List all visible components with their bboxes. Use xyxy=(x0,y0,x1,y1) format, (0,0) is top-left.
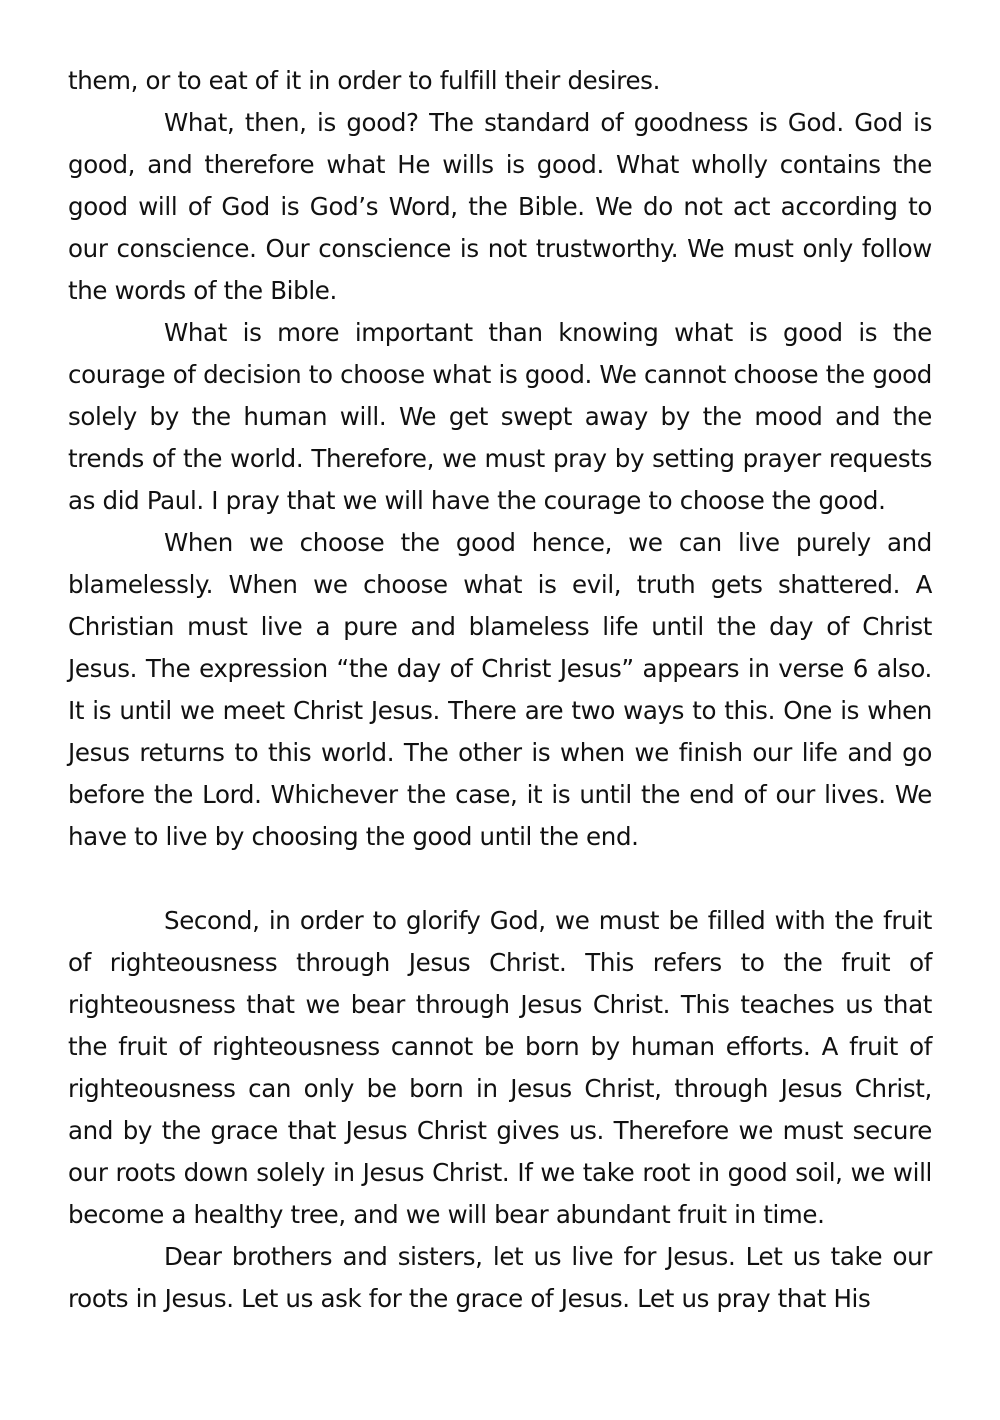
paragraph-courage-of-decision: What is more important than knowing what is good is the courage of decision to choose what is good. We cannot choose the good solely by the human will. We get swept away by the mood and the trends of the world. Therefore, we must pray by setting prayer requests as did Paul. I pray that we will have the courage to choose the good. xyxy=(68,318,932,515)
paragraph-pure-and-blameless: When we choose the good hence, we can live purely and blamelessly. When we choose what is evil, truth gets shattered. A Christian must live a pure and blameless life until the day of Christ Jesus. The expression “the day of Christ Jesus” appears in verse 6 also. It is until we meet Christ Jesus. There are two ways to this. One is when Jesus returns to this world. The other is when we finish our life and go before the Lord. Whichever the case, it is until the end of our lives. We have to live by choosing the good until the end. xyxy=(68,528,932,851)
paragraph-exhortation: Dear brothers and sisters, let us live for Jesus. Let us take our roots in Jesus. Let us ask for the grace of Jesus. Let us pray that His xyxy=(68,1242,932,1313)
paragraph-standard-of-goodness: What, then, is good? The standard of goodness is God. God is good, and therefore what He wills is good. What wholly contains the good will of God is God’s Word, the Bible. We do not act according to our conscience. Our conscience is not trustworthy. We must only follow the words of the Bible. xyxy=(68,108,932,305)
paragraph-continuation: them, or to eat of it in order to fulfill their desires. xyxy=(68,66,661,95)
paragraph-spacer xyxy=(68,858,932,900)
document-page xyxy=(68,60,932,1320)
paragraph-fruit-of-righteousness: Second, in order to glorify God, we must be filled with the fruit of righteousness through Jesus Christ. This refers to the fruit of righteousness that we bear through Jesus Christ. This teaches us that the fruit of righteousness cannot be born by human efforts. A fruit of righteousness can only be born in Jesus Christ, through Jesus Christ, and by the grace that Jesus Christ gives us. Therefore we must secure our roots down solely in Jesus Christ. If we take root in good soil, we will become a healthy tree, and we will bear abundant fruit in time. xyxy=(68,906,932,1229)
